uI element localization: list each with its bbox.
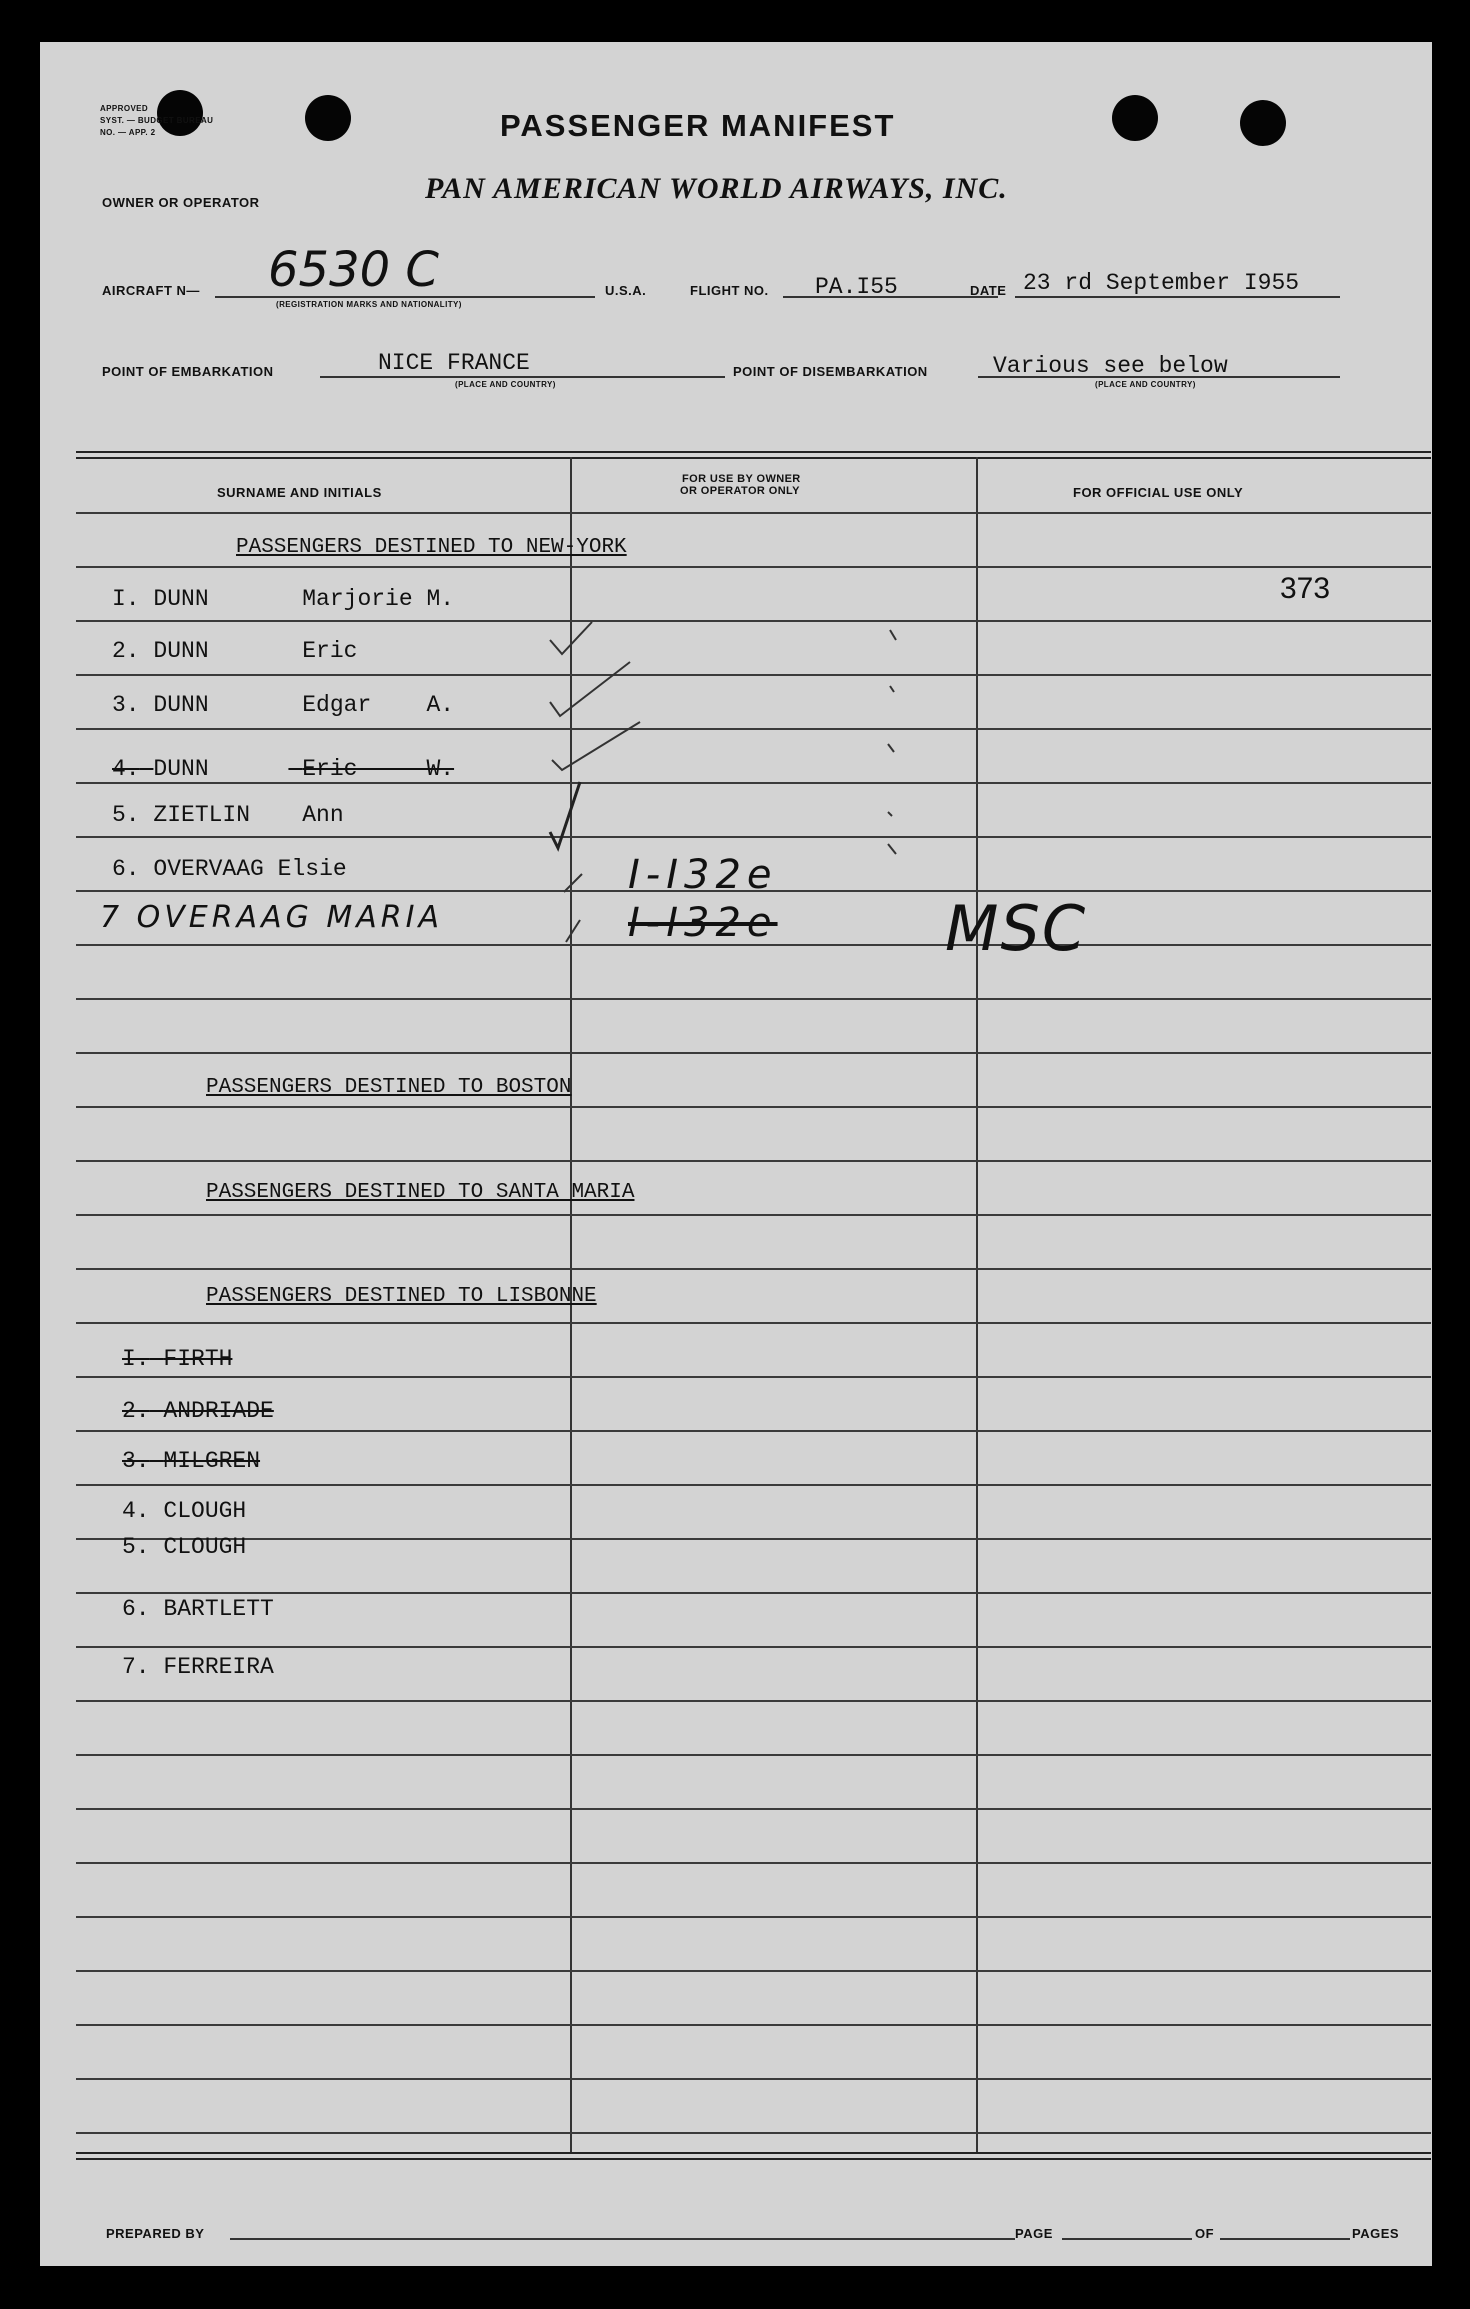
passenger-name: FIRTH — [163, 1346, 233, 1372]
passenger-row — [112, 802, 344, 828]
row-rule — [76, 2078, 1431, 2080]
row-rule — [76, 566, 1431, 568]
disembark-value: Various see below — [993, 353, 1228, 379]
passenger-name: CLOUGH — [163, 1498, 247, 1524]
manifest-sheet — [40, 42, 1432, 2266]
section-heading-santa-maria: PASSENGERS DESTINED TO SANTA MARIA — [206, 1181, 635, 1204]
page-label: PAGE — [1015, 2226, 1053, 2241]
row-rule — [76, 2132, 1431, 2134]
passenger-row — [112, 692, 454, 718]
passenger-given: Marjorie M. — [302, 586, 455, 612]
row-rule — [76, 1592, 1431, 1594]
col-header-surname: SURNAME AND INITIALS — [217, 485, 382, 500]
passenger-num: 7. — [122, 1654, 150, 1680]
approval-line-3: NO. — APP. 2 — [100, 128, 156, 137]
passenger-row — [122, 1398, 274, 1424]
row-rule — [76, 1538, 1431, 1540]
punch-hole — [1240, 100, 1286, 146]
prepared-by-line — [230, 2238, 1015, 2240]
passenger-num: I. — [112, 586, 140, 612]
section-heading-new-york: PASSENGERS DESTINED TO NEW-YORK — [236, 536, 627, 559]
passenger-name: BARTLETT — [163, 1596, 274, 1622]
passenger-row — [122, 1498, 246, 1524]
passenger-name: CLOUGH — [163, 1534, 247, 1560]
row-rule — [76, 1484, 1431, 1486]
passenger-num: 3. — [112, 692, 140, 718]
passenger-given: Edgar A. — [302, 692, 455, 718]
handwritten-passenger: 7 OVERAAG MARIA — [100, 900, 444, 935]
col-header-owner-use: FOR USE BY OWNER — [682, 473, 801, 485]
date-label: DATE — [970, 283, 1007, 298]
row-rule — [76, 1106, 1431, 1108]
column-divider — [976, 457, 978, 2152]
passenger-num: 5. — [112, 802, 140, 828]
punch-hole — [1112, 95, 1158, 141]
passenger-row — [122, 1346, 232, 1372]
embark-label: POINT OF EMBARKATION — [102, 364, 274, 379]
embark-value: NICE FRANCE — [378, 350, 530, 376]
section-heading-lisbonne: PASSENGERS DESTINED TO LISBONNE — [206, 1285, 597, 1308]
approval-line-1: APPROVED — [100, 104, 149, 113]
usa-label: U.S.A. — [605, 283, 647, 298]
col-header-owner-use: OR OPERATOR ONLY — [680, 485, 800, 497]
row-rule — [76, 1970, 1431, 1972]
disembark-caption: (PLACE AND COUNTRY) — [1095, 380, 1196, 389]
passenger-row — [122, 1534, 246, 1560]
flight-value: PA.I55 — [815, 274, 898, 300]
handwritten-code: I-I32e — [628, 852, 778, 898]
row-rule — [76, 1916, 1431, 1918]
row-rule — [76, 1160, 1431, 1162]
owner-value: PAN AMERICAN WORLD AIRWAYS, INC. — [425, 172, 1008, 205]
prepared-by-label: PREPARED BY — [106, 2226, 205, 2241]
table-bottom-border — [76, 2152, 1431, 2160]
row-rule — [76, 512, 1431, 514]
passenger-surname: DUNN — [153, 692, 209, 718]
passenger-row — [112, 756, 454, 782]
passenger-num: 4. — [112, 756, 140, 782]
handwritten-initials: MSC — [945, 892, 1088, 965]
row-rule — [76, 1646, 1431, 1648]
passenger-row — [122, 1596, 274, 1622]
passenger-given: Elsie — [277, 856, 347, 882]
passenger-name: FERREIRA — [163, 1654, 274, 1680]
row-rule — [76, 1322, 1431, 1324]
official-number: 373 — [1280, 572, 1331, 605]
embark-underline — [320, 376, 725, 378]
punch-hole — [305, 95, 351, 141]
row-rule — [76, 1214, 1431, 1216]
passenger-row — [122, 1654, 274, 1680]
owner-label: OWNER OR OPERATOR — [102, 195, 260, 210]
passenger-num: I. — [122, 1346, 150, 1372]
passenger-row — [112, 856, 347, 882]
approval-line-2: SYST. — BUDGET BUREAU — [100, 116, 214, 125]
row-rule — [76, 1862, 1431, 1864]
passenger-num: 4. — [122, 1498, 150, 1524]
handwritten-code: I-I32e — [628, 900, 778, 946]
punch-hole — [157, 90, 203, 136]
embark-caption: (PLACE AND COUNTRY) — [455, 380, 556, 389]
page-title: PASSENGER MANIFEST — [500, 108, 896, 143]
passenger-name: ANDRIADE — [163, 1398, 274, 1424]
section-heading-boston: PASSENGERS DESTINED TO BOSTON — [206, 1076, 572, 1099]
passenger-row — [112, 638, 357, 664]
passenger-surname: DUNN — [153, 586, 209, 612]
passenger-num: 3. — [122, 1448, 150, 1474]
col-header-official: FOR OFFICIAL USE ONLY — [1073, 485, 1244, 500]
passenger-row — [112, 586, 454, 612]
row-rule — [76, 1376, 1431, 1378]
passenger-num: 2. — [112, 638, 140, 664]
table-top-border — [76, 451, 1431, 459]
passenger-given: Eric W. — [302, 756, 455, 782]
passenger-num: 2. — [122, 1398, 150, 1424]
of-line — [1220, 2238, 1350, 2240]
pages-label: PAGES — [1352, 2226, 1400, 2241]
date-value: 23 rd September I955 — [1023, 270, 1300, 296]
date-underline — [1015, 296, 1340, 298]
row-rule — [76, 1268, 1431, 1270]
passenger-num: 6. — [112, 856, 140, 882]
passenger-given: Ann — [302, 802, 344, 828]
disembark-label: POINT OF DISEMBARKATION — [733, 364, 928, 379]
row-rule — [76, 1430, 1431, 1432]
passenger-surname: OVERVAAG — [153, 856, 264, 882]
passenger-surname: DUNN — [153, 638, 209, 664]
row-rule — [76, 1754, 1431, 1756]
of-label: OF — [1195, 2226, 1215, 2241]
row-rule — [76, 1700, 1431, 1702]
registration-caption: (REGISTRATION MARKS AND NATIONALITY) — [276, 300, 462, 309]
row-rule — [76, 1808, 1431, 1810]
passenger-name: MILGREN — [163, 1448, 261, 1474]
passenger-surname: ZIETLIN — [153, 802, 251, 828]
passenger-row — [122, 1448, 260, 1474]
row-rule — [76, 2024, 1431, 2026]
aircraft-value: 6530 C — [268, 242, 439, 298]
aircraft-label: AIRCRAFT N— — [102, 283, 200, 298]
flight-label: FLIGHT NO. — [690, 283, 769, 298]
passenger-surname: DUNN — [153, 756, 209, 782]
row-rule — [76, 1052, 1431, 1054]
passenger-num: 5. — [122, 1534, 150, 1560]
page-line — [1062, 2238, 1192, 2240]
passenger-given: Eric — [302, 638, 358, 664]
passenger-num: 6. — [122, 1596, 150, 1622]
